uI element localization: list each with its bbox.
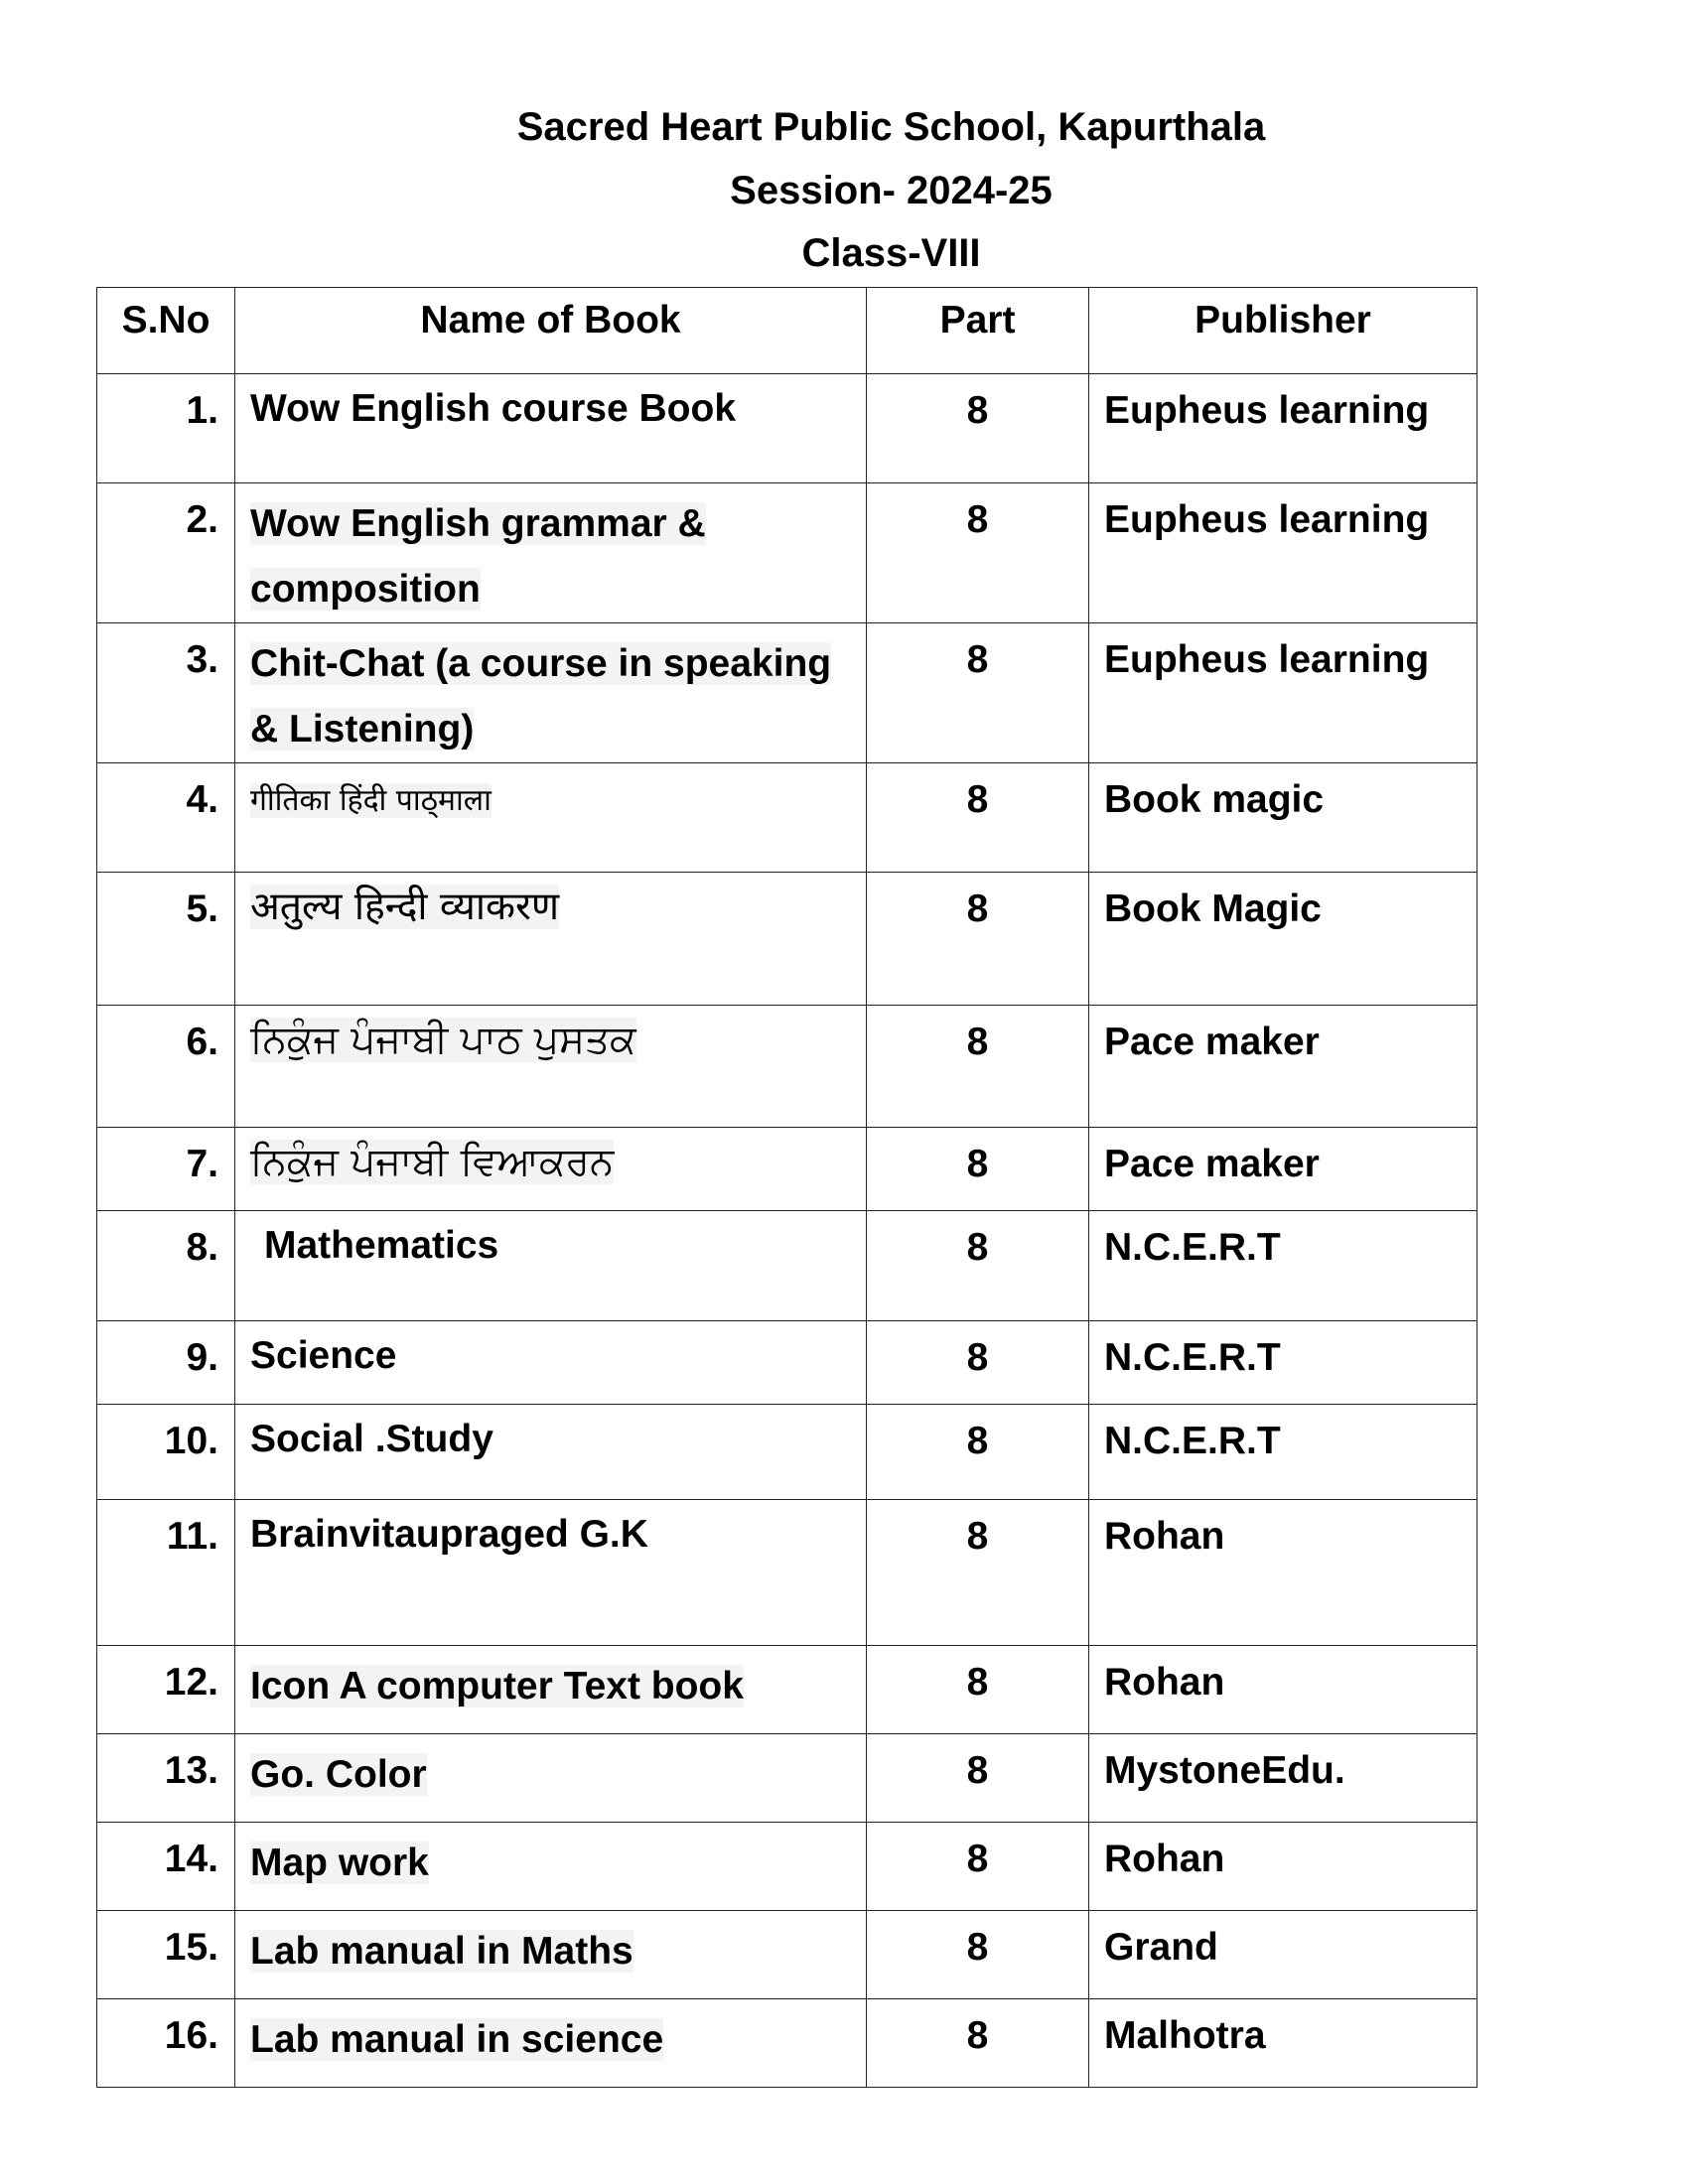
sno-cell: 4. — [97, 763, 235, 873]
column-header-part: Part — [867, 288, 1089, 374]
part-cell: 8 — [867, 1734, 1089, 1823]
table-row — [97, 763, 1477, 873]
part-cell: 8 — [867, 1500, 1089, 1646]
column-header-book: Name of Book — [235, 288, 867, 374]
book-cell: Brainvitaupraged G.K — [235, 1500, 867, 1646]
table-row — [97, 374, 1477, 483]
part-cell: 8 — [867, 1006, 1089, 1128]
table-row — [97, 1500, 1477, 1646]
sno-cell: 2. — [97, 483, 235, 623]
table-row — [97, 1128, 1477, 1211]
table-row — [97, 1734, 1477, 1823]
table-row — [97, 623, 1477, 763]
part-cell: 8 — [867, 1321, 1089, 1405]
sno-cell: 14. — [97, 1823, 235, 1911]
column-header-publisher: Publisher — [1089, 288, 1477, 374]
book-cell — [235, 1911, 867, 1999]
book-cell — [235, 1999, 867, 2088]
book-cell — [235, 1646, 867, 1734]
book-title: Icon A computer Text book — [250, 1665, 744, 1707]
book-title: Go. Color — [250, 1753, 427, 1796]
publisher-cell: Grand — [1089, 1911, 1477, 1999]
table-row — [97, 1646, 1477, 1734]
book-cell — [235, 1006, 867, 1128]
publisher-cell: Book magic — [1089, 763, 1477, 873]
part-cell: 8 — [867, 1211, 1089, 1321]
sno-cell: 7. — [97, 1128, 235, 1211]
publisher-cell: N.C.E.R.T — [1089, 1321, 1477, 1405]
publisher-cell: Rohan — [1089, 1823, 1477, 1911]
class-label: Class-VIII — [801, 231, 981, 275]
sno-cell: 15. — [97, 1911, 235, 1999]
table-row — [97, 1999, 1477, 2088]
sno-cell: 9. — [97, 1321, 235, 1405]
part-cell: 8 — [867, 483, 1089, 623]
part-cell: 8 — [867, 1405, 1089, 1500]
part-cell: 8 — [867, 1911, 1089, 1999]
book-cell: Science — [235, 1321, 867, 1405]
sno-cell: 3. — [97, 623, 235, 763]
book-title: Wow English grammar & composition — [250, 502, 706, 611]
part-cell: 8 — [867, 1128, 1089, 1211]
book-list-table — [96, 287, 1477, 2088]
sno-cell: 16. — [97, 1999, 235, 2088]
book-cell — [235, 1734, 867, 1823]
part-cell: 8 — [867, 374, 1089, 483]
book-title: ਨਿਕੁੰਜ ਪੰਜਾਬੀ ਵਿਆਕਰਨ — [250, 1140, 615, 1184]
sno-cell: 12. — [97, 1646, 235, 1734]
book-cell — [235, 1823, 867, 1911]
table-row — [97, 483, 1477, 623]
table-row — [97, 873, 1477, 1006]
sno-cell: 11. — [97, 1500, 235, 1646]
table-row — [97, 1405, 1477, 1500]
book-cell: Social .Study — [235, 1405, 867, 1500]
sno-cell: 13. — [97, 1734, 235, 1823]
part-cell: 8 — [867, 763, 1089, 873]
table-row — [97, 1823, 1477, 1911]
publisher-cell: Eupheus learning — [1089, 483, 1477, 623]
table-header-row — [97, 288, 1477, 374]
publisher-cell: MystoneEdu. — [1089, 1734, 1477, 1823]
book-cell: Wow English course Book — [235, 374, 867, 483]
book-title: Lab manual in Maths — [250, 1930, 633, 1973]
book-cell — [235, 873, 867, 1006]
publisher-cell: Rohan — [1089, 1646, 1477, 1734]
publisher-cell: Pace maker — [1089, 1128, 1477, 1211]
part-cell: 8 — [867, 1823, 1089, 1911]
table-row — [97, 1211, 1477, 1321]
table-row — [97, 1911, 1477, 1999]
publisher-cell: N.C.E.R.T — [1089, 1211, 1477, 1321]
column-header-sno: S.No — [97, 288, 235, 374]
book-title: Lab manual in science — [250, 2018, 664, 2061]
book-title: गीतिका हिंदी पाठ्माला — [250, 783, 492, 818]
book-title: Chit-Chat (a course in speaking & Listening) — [250, 642, 832, 751]
school-title: Sacred Heart Public School, Kapurthala — [516, 105, 1266, 149]
part-cell: 8 — [867, 1646, 1089, 1734]
sno-cell: 8. — [97, 1211, 235, 1321]
sno-cell: 6. — [97, 1006, 235, 1128]
sno-cell: 1. — [97, 374, 235, 483]
book-title: Map work — [250, 1842, 429, 1884]
publisher-cell: Malhotra — [1089, 1999, 1477, 2088]
table-row — [97, 1006, 1477, 1128]
part-cell: 8 — [867, 623, 1089, 763]
book-title: अतुल्य हिन्दी व्याकरण — [250, 885, 560, 929]
book-cell — [235, 483, 867, 623]
book-cell — [235, 1128, 867, 1211]
publisher-cell: Book Magic — [1089, 873, 1477, 1006]
publisher-cell: N.C.E.R.T — [1089, 1405, 1477, 1500]
publisher-cell: Rohan — [1089, 1500, 1477, 1646]
sno-cell: 5. — [97, 873, 235, 1006]
publisher-cell: Pace maker — [1089, 1006, 1477, 1128]
book-cell — [235, 623, 867, 763]
book-cell — [235, 763, 867, 873]
part-cell: 8 — [867, 1999, 1089, 2088]
publisher-cell: Eupheus learning — [1089, 623, 1477, 763]
publisher-cell: Eupheus learning — [1089, 374, 1477, 483]
book-cell: Mathematics — [235, 1211, 867, 1321]
session-label: Session- 2024-25 — [730, 169, 1053, 212]
book-title: ਨਿਕੁੰਜ ਪੰਜਾਬੀ ਪਾਠ ਪੁਸਤਕ — [250, 1018, 636, 1062]
table-row — [97, 1321, 1477, 1405]
sno-cell: 10. — [97, 1405, 235, 1500]
part-cell: 8 — [867, 873, 1089, 1006]
